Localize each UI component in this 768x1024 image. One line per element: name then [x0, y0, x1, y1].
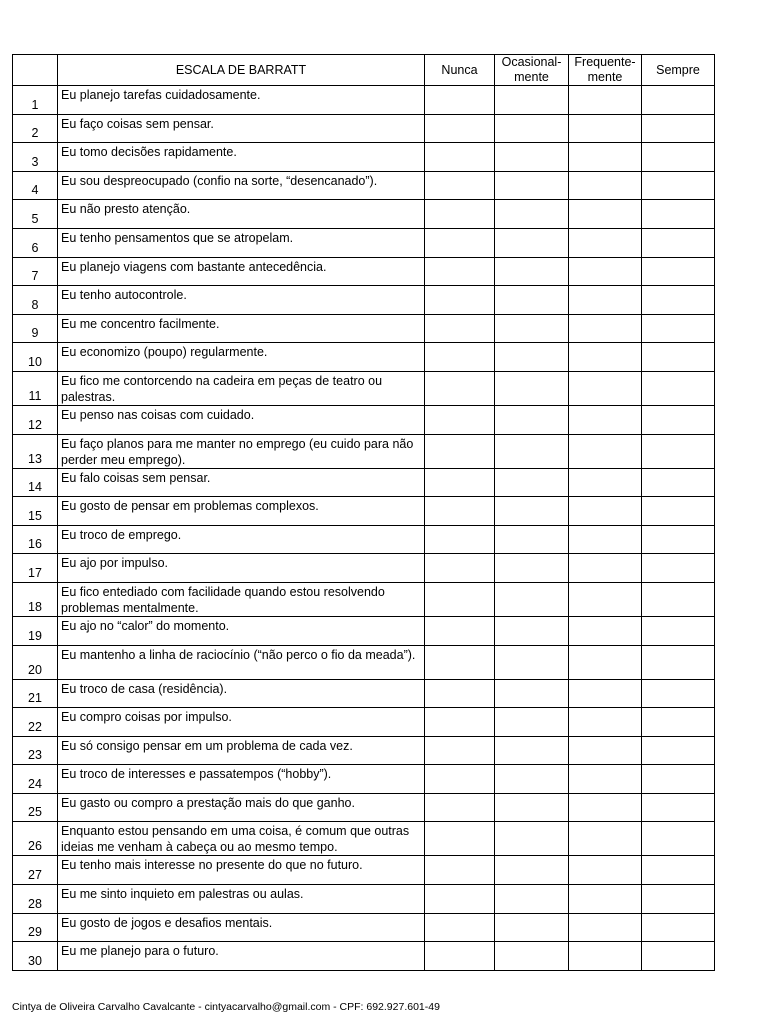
item-number: 10 — [13, 343, 58, 372]
table-row — [13, 582, 715, 616]
answer-cell-sempre[interactable] — [642, 822, 715, 856]
answer-cell-nunca[interactable] — [425, 913, 495, 942]
answer-cell-sempre[interactable] — [642, 582, 715, 616]
answer-cell-frequentemente[interactable] — [569, 822, 642, 856]
answer-cell-frequentemente[interactable] — [569, 228, 642, 257]
answer-cell-nunca[interactable] — [425, 257, 495, 286]
item-number: 23 — [13, 736, 58, 765]
item-statement: Eu tenho mais interesse no presente do que no futuro. — [58, 856, 425, 885]
answer-cell-sempre[interactable] — [642, 314, 715, 343]
answer-cell-frequentemente[interactable] — [569, 616, 642, 645]
answer-cell-nunca[interactable] — [425, 200, 495, 229]
answer-cell-sempre[interactable] — [642, 856, 715, 885]
item-number: 15 — [13, 497, 58, 526]
answer-cell-sempre[interactable] — [642, 114, 715, 143]
table-row — [13, 200, 715, 229]
item-statement: Eu troco de emprego. — [58, 525, 425, 554]
item-number: 24 — [13, 765, 58, 794]
answer-cell-sempre[interactable] — [642, 554, 715, 583]
answer-cell-nunca[interactable] — [425, 497, 495, 526]
answer-cell-ocasionalmente[interactable] — [495, 434, 569, 468]
table-row — [13, 434, 715, 468]
answer-cell-sempre[interactable] — [642, 793, 715, 822]
table-row — [13, 554, 715, 583]
answer-cell-ocasionalmente[interactable] — [495, 114, 569, 143]
answer-cell-sempre[interactable] — [642, 200, 715, 229]
item-statement: Eu mantenho a linha de raciocínio (“não perco o fio da meada”). — [58, 645, 425, 679]
answer-cell-nunca[interactable] — [425, 371, 495, 405]
item-number: 14 — [13, 468, 58, 497]
answer-cell-nunca[interactable] — [425, 525, 495, 554]
answer-cell-frequentemente[interactable] — [569, 200, 642, 229]
item-number: 29 — [13, 913, 58, 942]
answer-cell-nunca[interactable] — [425, 942, 495, 971]
answer-cell-nunca[interactable] — [425, 171, 495, 200]
table-row — [13, 257, 715, 286]
answer-cell-ocasionalmente[interactable] — [495, 822, 569, 856]
table-row — [13, 765, 715, 794]
column-header-ocasionalmente: Ocasional- mente — [495, 55, 569, 86]
item-number: 28 — [13, 885, 58, 914]
table-row — [13, 913, 715, 942]
item-statement: Eu gosto de jogos e desafios mentais. — [58, 913, 425, 942]
table-row — [13, 314, 715, 343]
answer-cell-frequentemente[interactable] — [569, 286, 642, 315]
table-row — [13, 885, 715, 914]
answer-cell-nunca[interactable] — [425, 765, 495, 794]
answer-cell-nunca[interactable] — [425, 314, 495, 343]
answer-cell-sempre[interactable] — [642, 885, 715, 914]
answer-cell-frequentemente[interactable] — [569, 434, 642, 468]
answer-cell-frequentemente[interactable] — [569, 343, 642, 372]
answer-cell-ocasionalmente[interactable] — [495, 554, 569, 583]
answer-cell-sempre[interactable] — [642, 405, 715, 434]
answer-cell-frequentemente[interactable] — [569, 679, 642, 708]
table-row — [13, 736, 715, 765]
item-statement: Eu economizo (poupo) regularmente. — [58, 343, 425, 372]
answer-cell-frequentemente[interactable] — [569, 942, 642, 971]
answer-cell-nunca[interactable] — [425, 286, 495, 315]
item-number: 30 — [13, 942, 58, 971]
item-statement: Eu não presto atenção. — [58, 200, 425, 229]
item-number: 16 — [13, 525, 58, 554]
answer-cell-nunca[interactable] — [425, 143, 495, 172]
answer-cell-nunca[interactable] — [425, 554, 495, 583]
answer-cell-nunca[interactable] — [425, 708, 495, 737]
table-title: ESCALA DE BARRATT — [58, 55, 425, 86]
answer-cell-frequentemente[interactable] — [569, 86, 642, 115]
item-number: 1 — [13, 86, 58, 115]
answer-cell-sempre[interactable] — [642, 171, 715, 200]
table-row — [13, 228, 715, 257]
answer-cell-sempre[interactable] — [642, 86, 715, 115]
table-row — [13, 143, 715, 172]
answer-cell-frequentemente[interactable] — [569, 554, 642, 583]
item-statement: Eu me sinto inquieto em palestras ou aulas. — [58, 885, 425, 914]
answer-cell-frequentemente[interactable] — [569, 171, 642, 200]
answer-cell-ocasionalmente[interactable] — [495, 679, 569, 708]
table-row — [13, 679, 715, 708]
answer-cell-ocasionalmente[interactable] — [495, 314, 569, 343]
item-statement: Eu ajo por impulso. — [58, 554, 425, 583]
item-number: 11 — [13, 371, 58, 405]
answer-cell-frequentemente[interactable] — [569, 708, 642, 737]
item-statement: Eu tomo decisões rapidamente. — [58, 143, 425, 172]
barratt-scale-table — [12, 54, 715, 971]
answer-cell-ocasionalmente[interactable] — [495, 86, 569, 115]
answer-cell-frequentemente[interactable] — [569, 856, 642, 885]
answer-cell-ocasionalmente[interactable] — [495, 765, 569, 794]
answer-cell-nunca[interactable] — [425, 736, 495, 765]
answer-cell-ocasionalmente[interactable] — [495, 856, 569, 885]
table-header-row — [13, 55, 715, 86]
answer-cell-nunca[interactable] — [425, 468, 495, 497]
table-row — [13, 371, 715, 405]
table-row — [13, 171, 715, 200]
table-row — [13, 405, 715, 434]
item-number: 25 — [13, 793, 58, 822]
answer-cell-nunca[interactable] — [425, 856, 495, 885]
item-statement: Eu falo coisas sem pensar. — [58, 468, 425, 497]
answer-cell-sempre[interactable] — [642, 497, 715, 526]
item-statement: Eu faço coisas sem pensar. — [58, 114, 425, 143]
answer-cell-sempre[interactable] — [642, 525, 715, 554]
item-statement: Eu penso nas coisas com cuidado. — [58, 405, 425, 434]
answer-cell-sempre[interactable] — [642, 343, 715, 372]
answer-cell-ocasionalmente[interactable] — [495, 286, 569, 315]
answer-cell-nunca[interactable] — [425, 822, 495, 856]
item-statement: Eu me planejo para o futuro. — [58, 942, 425, 971]
column-header-sempre: Sempre — [642, 55, 715, 86]
item-number: 6 — [13, 228, 58, 257]
item-number: 9 — [13, 314, 58, 343]
answer-cell-nunca[interactable] — [425, 114, 495, 143]
table-row — [13, 525, 715, 554]
item-statement: Eu fico entediado com facilidade quando estou resolvendo problemas mentalmente. — [58, 582, 425, 616]
answer-cell-ocasionalmente[interactable] — [495, 371, 569, 405]
item-number: 26 — [13, 822, 58, 856]
table-body — [13, 86, 715, 971]
column-header-nunca: Nunca — [425, 55, 495, 86]
table-row — [13, 114, 715, 143]
answer-cell-ocasionalmente[interactable] — [495, 913, 569, 942]
item-statement: Eu me concentro facilmente. — [58, 314, 425, 343]
answer-cell-frequentemente[interactable] — [569, 765, 642, 794]
answer-cell-sempre[interactable] — [642, 942, 715, 971]
table-row — [13, 822, 715, 856]
table-row — [13, 942, 715, 971]
answer-cell-frequentemente[interactable] — [569, 468, 642, 497]
answer-cell-sempre[interactable] — [642, 228, 715, 257]
answer-cell-sempre[interactable] — [642, 765, 715, 794]
item-statement: Eu ajo no “calor” do momento. — [58, 616, 425, 645]
item-number: 21 — [13, 679, 58, 708]
item-number-header — [13, 55, 58, 86]
item-number: 17 — [13, 554, 58, 583]
document-footer: Cintya de Oliveira Carvalho Cavalcante - cintyacarvalho@gmail.com - CPF: 692.927.601-49 — [12, 1001, 440, 1013]
item-statement: Eu compro coisas por impulso. — [58, 708, 425, 737]
item-statement: Eu planejo viagens com bastante antecedência. — [58, 257, 425, 286]
item-statement: Eu planejo tarefas cuidadosamente. — [58, 86, 425, 115]
item-number: 12 — [13, 405, 58, 434]
answer-cell-ocasionalmente[interactable] — [495, 582, 569, 616]
item-number: 8 — [13, 286, 58, 315]
answer-cell-frequentemente[interactable] — [569, 114, 642, 143]
answer-cell-frequentemente[interactable] — [569, 371, 642, 405]
item-statement: Eu sou despreocupado (confio na sorte, “desencanado”). — [58, 171, 425, 200]
table-row — [13, 856, 715, 885]
item-statement: Enquanto estou pensando em uma coisa, é comum que outras ideias me venham à cabeça ou ao mesmo tempo. — [58, 822, 425, 856]
answer-cell-ocasionalmente[interactable] — [495, 942, 569, 971]
answer-cell-frequentemente[interactable] — [569, 257, 642, 286]
item-number: 7 — [13, 257, 58, 286]
answer-cell-frequentemente[interactable] — [569, 525, 642, 554]
item-statement: Eu tenho pensamentos que se atropelam. — [58, 228, 425, 257]
answer-cell-ocasionalmente[interactable] — [495, 468, 569, 497]
answer-cell-frequentemente[interactable] — [569, 497, 642, 526]
item-statement: Eu fico me contorcendo na cadeira em peças de teatro ou palestras. — [58, 371, 425, 405]
answer-cell-frequentemente[interactable] — [569, 736, 642, 765]
item-statement: Eu gosto de pensar em problemas complexos. — [58, 497, 425, 526]
answer-cell-sempre[interactable] — [642, 679, 715, 708]
table-row — [13, 616, 715, 645]
item-statement: Eu faço planos para me manter no emprego (eu cuido para não perder meu emprego). — [58, 434, 425, 468]
answer-cell-nunca[interactable] — [425, 645, 495, 679]
answer-cell-frequentemente[interactable] — [569, 793, 642, 822]
answer-cell-sempre[interactable] — [642, 468, 715, 497]
answer-cell-sempre[interactable] — [642, 913, 715, 942]
table-row — [13, 708, 715, 737]
table-row — [13, 497, 715, 526]
answer-cell-nunca[interactable] — [425, 679, 495, 708]
item-number: 3 — [13, 143, 58, 172]
answer-cell-sempre[interactable] — [642, 257, 715, 286]
answer-cell-frequentemente[interactable] — [569, 645, 642, 679]
answer-cell-frequentemente[interactable] — [569, 314, 642, 343]
item-number: 4 — [13, 171, 58, 200]
item-statement: Eu tenho autocontrole. — [58, 286, 425, 315]
answer-cell-frequentemente[interactable] — [569, 582, 642, 616]
answer-cell-nunca[interactable] — [425, 228, 495, 257]
item-number: 5 — [13, 200, 58, 229]
answer-cell-nunca[interactable] — [425, 405, 495, 434]
table-row — [13, 793, 715, 822]
answer-cell-nunca[interactable] — [425, 343, 495, 372]
answer-cell-ocasionalmente[interactable] — [495, 143, 569, 172]
item-statement: Eu troco de interesses e passatempos (“hobby”). — [58, 765, 425, 794]
answer-cell-sempre[interactable] — [642, 616, 715, 645]
answer-cell-nunca[interactable] — [425, 582, 495, 616]
answer-cell-sempre[interactable] — [642, 434, 715, 468]
answer-cell-nunca[interactable] — [425, 793, 495, 822]
answer-cell-ocasionalmente[interactable] — [495, 171, 569, 200]
answer-cell-ocasionalmente[interactable] — [495, 885, 569, 914]
answer-cell-sempre[interactable] — [642, 708, 715, 737]
answer-cell-sempre[interactable] — [642, 371, 715, 405]
answer-cell-frequentemente[interactable] — [569, 885, 642, 914]
answer-cell-frequentemente[interactable] — [569, 405, 642, 434]
table-row — [13, 343, 715, 372]
item-number: 20 — [13, 645, 58, 679]
table-row — [13, 86, 715, 115]
answer-cell-nunca[interactable] — [425, 885, 495, 914]
answer-cell-ocasionalmente[interactable] — [495, 645, 569, 679]
item-number: 19 — [13, 616, 58, 645]
answer-cell-ocasionalmente[interactable] — [495, 228, 569, 257]
item-number: 27 — [13, 856, 58, 885]
answer-cell-sempre[interactable] — [642, 736, 715, 765]
column-header-frequentemente: Frequente- mente — [569, 55, 642, 86]
answer-cell-nunca[interactable] — [425, 434, 495, 468]
answer-cell-ocasionalmente[interactable] — [495, 405, 569, 434]
answer-cell-nunca[interactable] — [425, 86, 495, 115]
answer-cell-sempre[interactable] — [642, 143, 715, 172]
answer-cell-frequentemente[interactable] — [569, 913, 642, 942]
answer-cell-frequentemente[interactable] — [569, 143, 642, 172]
item-number: 2 — [13, 114, 58, 143]
table-row — [13, 468, 715, 497]
answer-cell-ocasionalmente[interactable] — [495, 200, 569, 229]
answer-cell-nunca[interactable] — [425, 616, 495, 645]
answer-cell-ocasionalmente[interactable] — [495, 525, 569, 554]
item-number: 13 — [13, 434, 58, 468]
item-number: 22 — [13, 708, 58, 737]
answer-cell-ocasionalmente[interactable] — [495, 343, 569, 372]
item-statement: Eu troco de casa (residência). — [58, 679, 425, 708]
answer-cell-ocasionalmente[interactable] — [495, 616, 569, 645]
item-number: 18 — [13, 582, 58, 616]
answer-cell-ocasionalmente[interactable] — [495, 497, 569, 526]
answer-cell-ocasionalmente[interactable] — [495, 793, 569, 822]
table-row — [13, 645, 715, 679]
answer-cell-ocasionalmente[interactable] — [495, 257, 569, 286]
answer-cell-ocasionalmente[interactable] — [495, 708, 569, 737]
answer-cell-sempre[interactable] — [642, 645, 715, 679]
item-statement: Eu só consigo pensar em um problema de cada vez. — [58, 736, 425, 765]
answer-cell-ocasionalmente[interactable] — [495, 736, 569, 765]
answer-cell-sempre[interactable] — [642, 286, 715, 315]
item-statement: Eu gasto ou compro a prestação mais do que ganho. — [58, 793, 425, 822]
table-row — [13, 286, 715, 315]
